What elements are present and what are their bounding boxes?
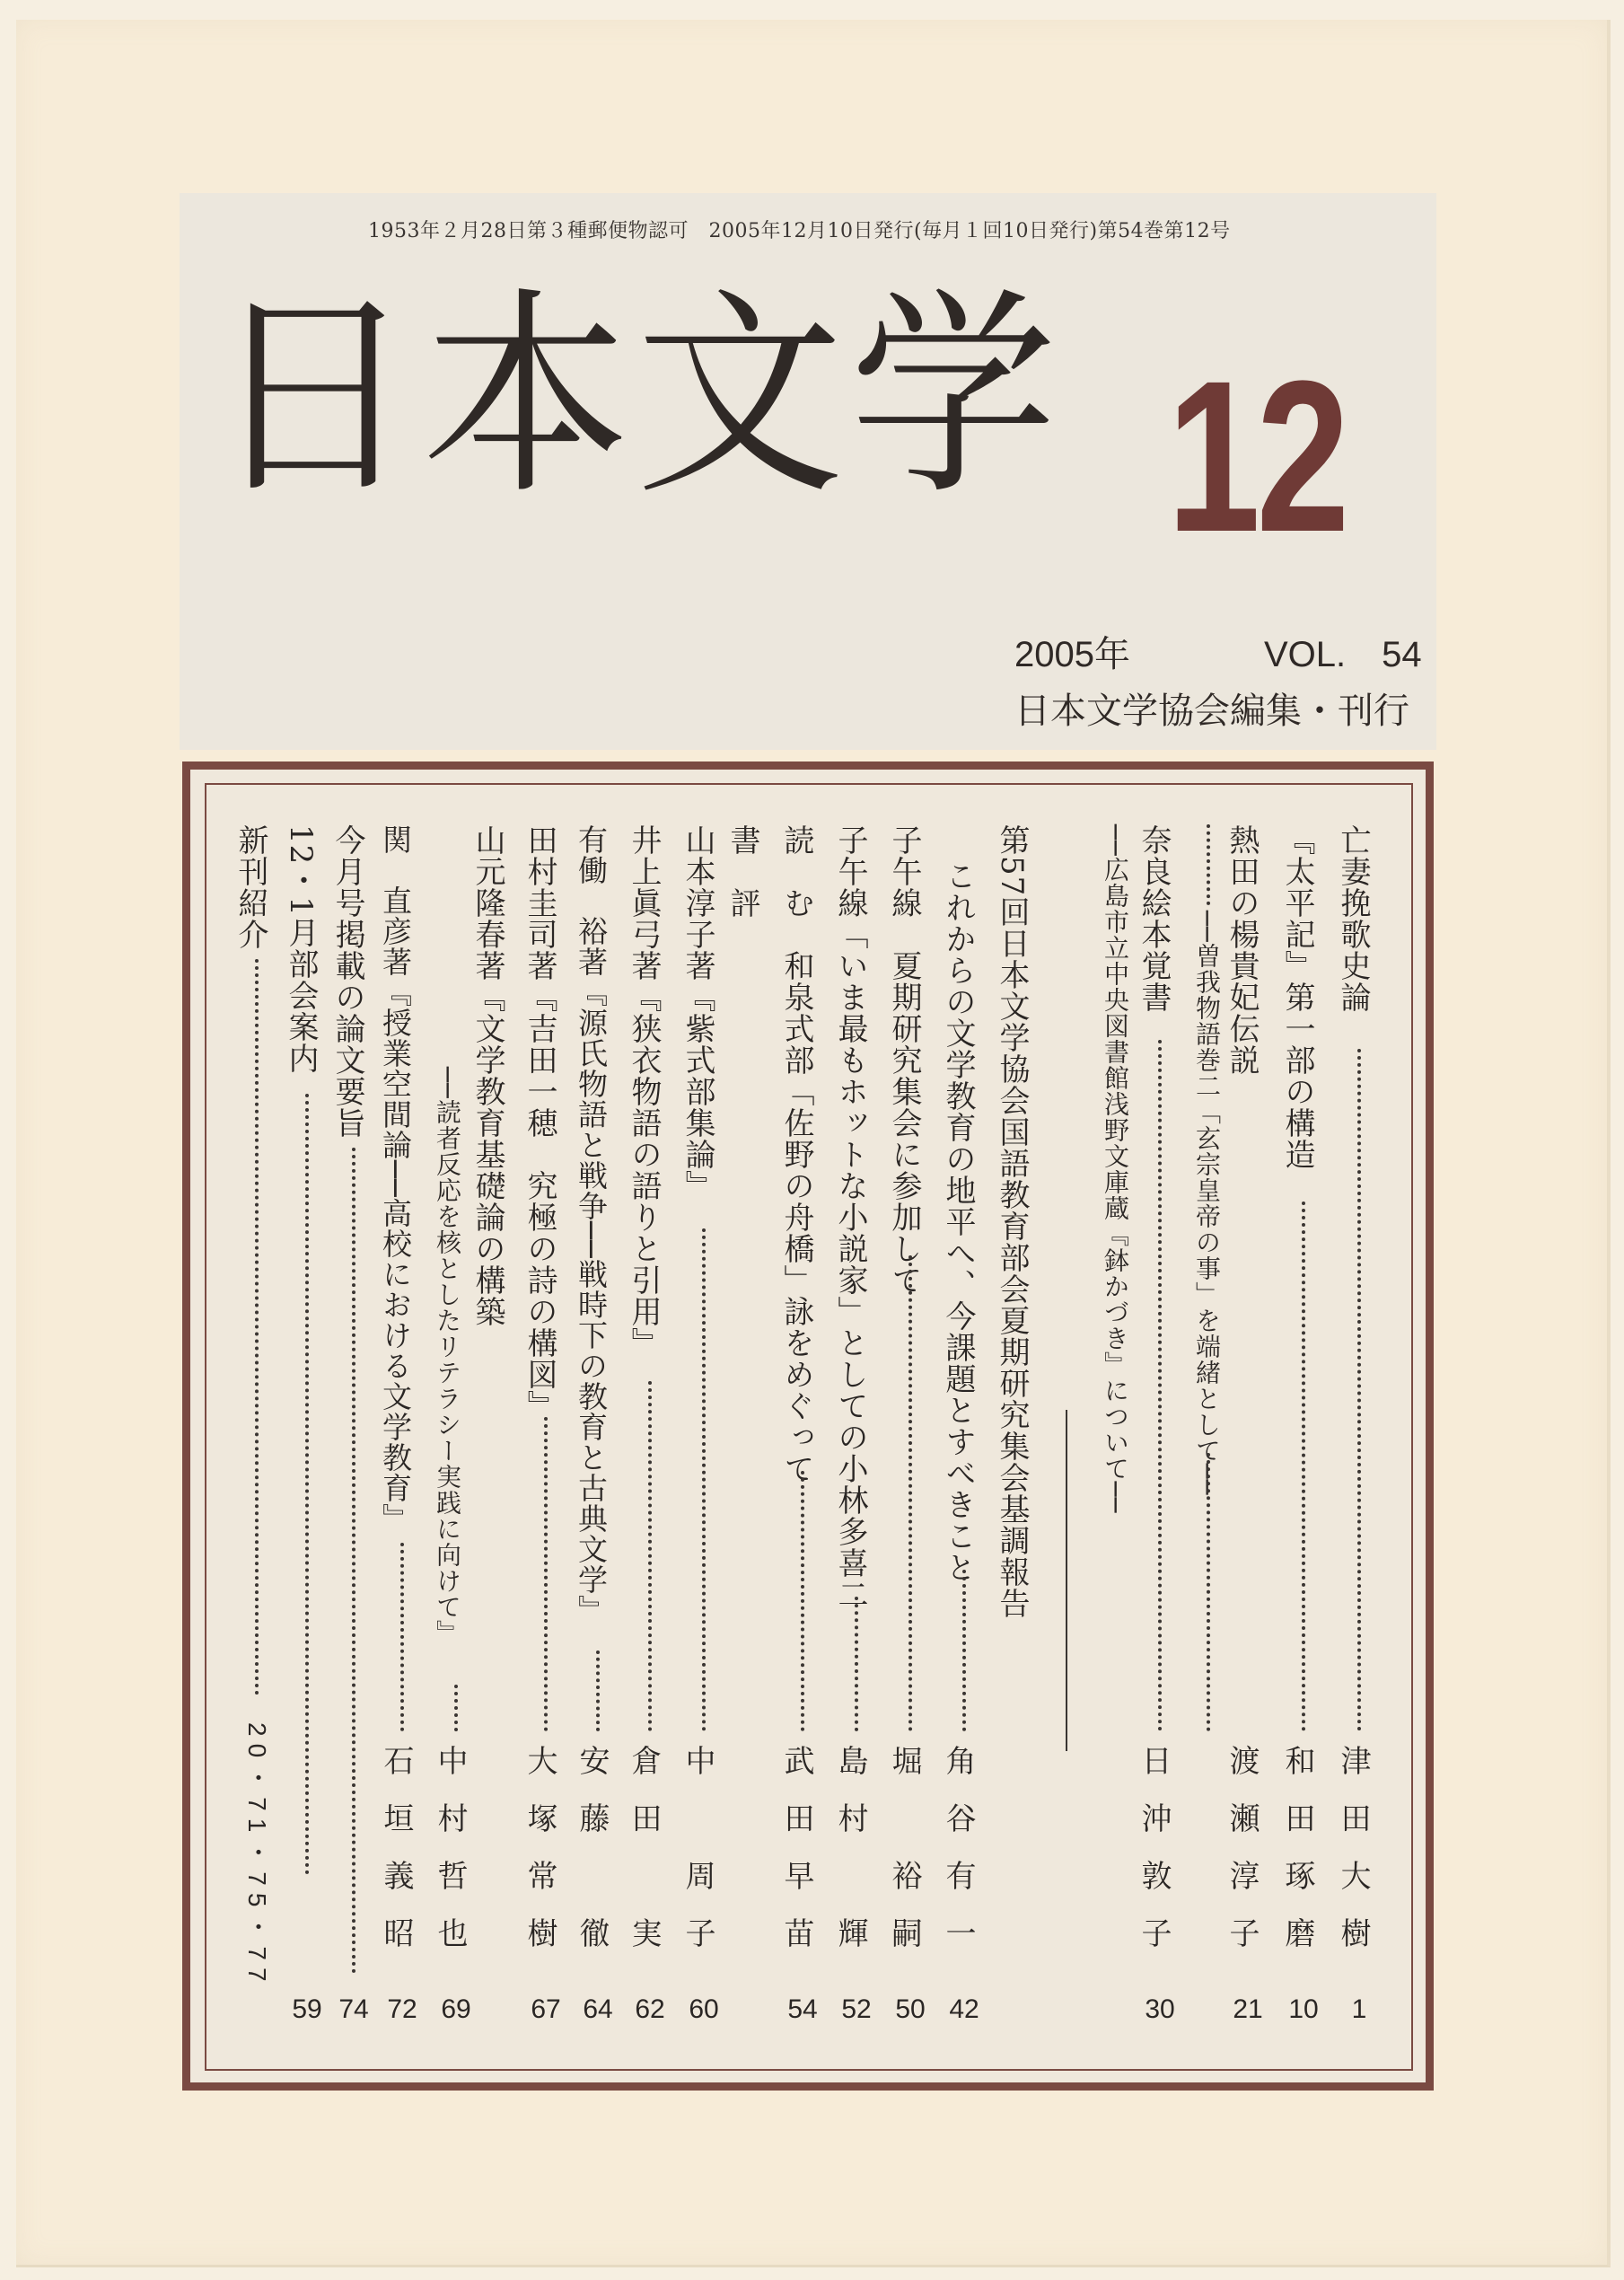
toc-page: 59: [292, 1994, 322, 2024]
toc-entry: [778, 824, 824, 2028]
leader-dots: [909, 1255, 912, 1731]
toc-author: 津田大樹: [1335, 1745, 1371, 1975]
toc-entry: [1226, 824, 1269, 2028]
leader-dots: [1357, 1049, 1361, 1731]
toc-title: 有働 裕著『源氏物語と戦争──戦時下の教育と古典文学』: [574, 824, 609, 1625]
leader-dots: [400, 1543, 404, 1731]
toc-page: 30: [1145, 1994, 1175, 2024]
toc-page: 20・71・75・77: [243, 1722, 271, 1989]
volume-label: VOL. 54: [1264, 635, 1422, 674]
toc-title: 子午線「いま最もホットな小説家」としての小林多喜二: [832, 824, 868, 1610]
toc-title: 井上眞弓著『狭衣物語の語りと引用』: [626, 824, 662, 1359]
toc-subtitle-line: [1102, 824, 1135, 2028]
magazine-title: 日本文学: [208, 269, 1064, 524]
toc-page: 52: [841, 1994, 872, 2024]
book-review-heading: 書 評: [724, 824, 760, 919]
toc-title: 第57回日本文学協会国語教育部会夏期研究集会基調報告: [994, 824, 1030, 1620]
leader-dots: [454, 1685, 458, 1731]
toc-entry: [472, 824, 515, 2028]
toc-title: 山元隆春著『文学教育基礎論の構築: [470, 824, 505, 1327]
leader-dots: [801, 1471, 804, 1731]
leader-dots: [648, 1381, 652, 1731]
toc-page: 50: [895, 1994, 926, 2024]
leader-dots: [962, 1570, 966, 1731]
toc-page: 42: [949, 1994, 979, 2024]
leader-dots: [596, 1651, 600, 1731]
toc-title: 亡妻挽歌史論: [1335, 824, 1371, 1013]
toc-title: 『太平記』第一部の構造: [1279, 824, 1315, 1170]
section-divider: [1066, 1410, 1067, 1751]
toc-entry: [524, 824, 567, 2028]
toc-page: 10: [1288, 1994, 1319, 2024]
toc-title: 12・1月部会案内: [283, 824, 319, 1074]
toc-title: 今月号掲載の論文要旨: [329, 824, 365, 1139]
leader-dots: [1158, 1040, 1162, 1731]
toc-entry: [832, 824, 878, 2028]
toc-entry: [996, 824, 1040, 2028]
toc-page: 64: [583, 1994, 613, 2024]
toc-page: 69: [441, 1994, 471, 2024]
toc-entry: [1138, 824, 1181, 2028]
leader-dots: [305, 1094, 309, 1875]
toc-title: 熱田の楊貴妃伝説: [1224, 824, 1260, 1076]
toc-subtitle: ──広島市立中央図書館浅野文庫蔵『鉢かづき』について──: [1101, 824, 1130, 1514]
toc-entry: [886, 824, 932, 2028]
toc-page: 67: [531, 1994, 561, 2024]
toc-title: 田村圭司著『吉田一穂 究極の詩の構図』: [522, 824, 557, 1422]
toc-page: 21: [1233, 1994, 1263, 2024]
toc-entry: [1279, 824, 1325, 2028]
toc-author: 中村哲也: [432, 1745, 468, 1975]
toc-title: 新刊紹介: [233, 824, 268, 950]
publication-info: 1953年２月28日第３種郵便物認可 2005年12月10日発行(毎月１回10日発行)第54巻第12号: [368, 220, 1231, 242]
toc-page: 60: [689, 1994, 719, 2024]
toc-author: 中 周子: [680, 1745, 715, 1975]
toc-author: 堀 裕嗣: [886, 1745, 922, 1975]
toc-entry: [235, 824, 278, 2028]
toc-author: 石垣義昭: [378, 1745, 414, 1975]
toc-page: 74: [338, 1994, 369, 2024]
issue-number: 12: [1167, 336, 1346, 577]
toc-page: 1: [1351, 1994, 1367, 2024]
toc-author: 大塚常樹: [522, 1745, 557, 1975]
toc-entry: [940, 824, 986, 2028]
toc-title: 子午線 夏期研究集会に参加して: [886, 824, 922, 1296]
leader-dots: [855, 1597, 858, 1731]
leader-dots: [352, 1148, 356, 1974]
toc-author: 渡瀬淳子: [1224, 1745, 1260, 1975]
toc-title: 関 直彦著『授業空間論──高校における文学教育』: [378, 824, 413, 1534]
toc-subtitle-line: [1194, 824, 1226, 2028]
toc-subtitle: ──読者反応を核としたリテラシー実践に向けて』: [433, 1067, 462, 1646]
toc-title: 山本淳子著『紫式部集論』: [680, 824, 715, 1202]
toc-entry: [432, 824, 478, 2028]
leader-dots: [1302, 1202, 1305, 1731]
toc-author: 日沖敦子: [1136, 1745, 1172, 1975]
leader-dots: [1207, 1453, 1210, 1731]
toc-page: 54: [787, 1994, 818, 2024]
toc-entry: [329, 824, 375, 2028]
leader-dots: [702, 1228, 706, 1731]
toc-author: 武田早苗: [778, 1745, 814, 1975]
toc-entry: [628, 824, 672, 2028]
issue-year: 2005年: [1014, 635, 1130, 674]
toc-subtitle: ──曽我物語巻二「玄宗皇帝の事」を端緒として──: [1192, 911, 1222, 1496]
toc-page: 72: [387, 1994, 417, 2024]
publisher-line: 日本文学協会編集・刊行: [1014, 691, 1409, 731]
toc-entry: [576, 824, 619, 2028]
leader-dots: [255, 959, 259, 1695]
toc-title: 奈良絵本覚書: [1136, 824, 1172, 1013]
toc-entry: [285, 824, 329, 2028]
toc-author: 倉田 実: [626, 1745, 662, 1975]
leader-dots: [1207, 824, 1210, 905]
toc-author: 和田琢磨: [1279, 1745, 1315, 1975]
toc-section-heading: [724, 824, 770, 2028]
toc-author: 角谷有一: [940, 1745, 976, 1975]
toc-title: 読 む 和泉式部「佐野の舟橋」詠をめぐって: [778, 824, 814, 1484]
toc-author: 安藤 徹: [574, 1745, 610, 1975]
toc-title-continued: これからの文学教育の地平へ、今課題とすべきこと: [940, 860, 976, 1583]
leader-dots: [544, 1417, 548, 1731]
toc-page: 62: [635, 1994, 665, 2024]
toc-author: 島村 輝: [832, 1745, 868, 1975]
toc-entry: [682, 824, 725, 2028]
toc-entry: [1335, 824, 1381, 2028]
toc-entry: [378, 824, 424, 2028]
